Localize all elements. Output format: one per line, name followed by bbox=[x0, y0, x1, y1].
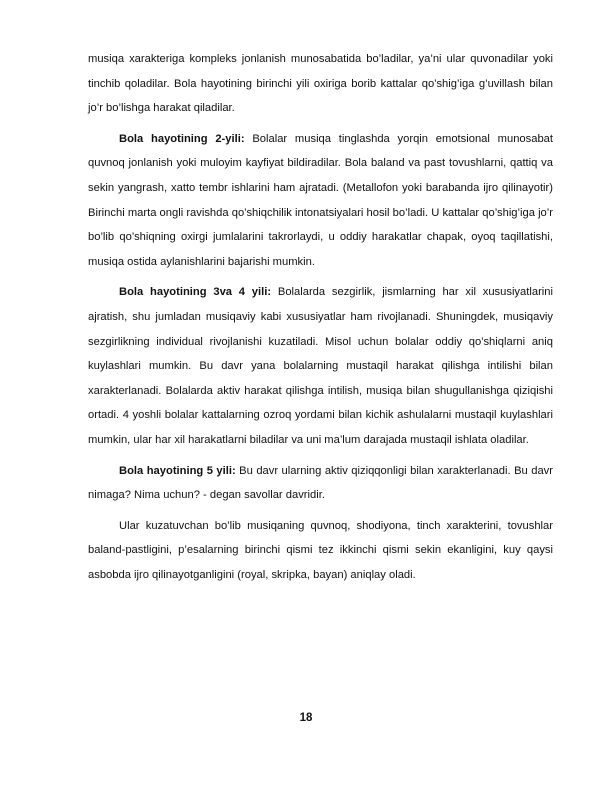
paragraph-text: musiqa xarakteriga kompleks jonlanish munosabatida bo’ladilar, ya’ni ular quvonadilar yoki tinchib qoladilar. Bola hayotining birinchi yili oxiriga borib kattalar qo’shig’iga g’uvillash bilan jo’r bo’lishga harakat qiladilar. bbox=[88, 53, 553, 115]
paragraph-heading: Bola hayotining 2-yili: bbox=[119, 132, 245, 145]
paragraph-observation bbox=[88, 514, 553, 588]
paragraph-text: Bolalarda sezgirlik, jismlarning har xil xususiyatlarini ajratish, shu jumladan musiqaviy kabi xususiyatlar ham rivojlanadi. Shuningdek, musiqaviy sezgirlikning individual rivojlanishi kuzatiladi. Misol uchun bolalar oddiy qo’shiqlarni aniq kuylashlari mumkin. Bu davr yana bolalarning mustaqil harakat qilishga intilishi bilan xarakterlanadi. Bolalarda aktiv harakat qilishga intilish, musiqa bilan shugullanishga qiziqishi ortadi. 4 yoshli bolalar kattalarning ozroq yordami bilan kichik ashulalarni mustaqil kuylashlari mumkin, ular har xil harakatlarni biladilar va uni ma’lum darajada mustaqil ishlata oladilar. bbox=[88, 286, 553, 446]
document-body bbox=[88, 47, 553, 593]
paragraph-text: Bu davr ularning aktiv qiziqqonligi bilan xarakterlanadi. Bu davr nimaga? Nima uchun? - degan savollar davridir. bbox=[88, 464, 553, 502]
paragraph-heading: Bola hayotining 5 yili: bbox=[119, 464, 236, 477]
page-number: 18 bbox=[299, 712, 313, 724]
paragraph-intro bbox=[88, 47, 553, 121]
paragraph-text: Ular kuzatuvchan bo’lib musiqaning quvnoq, shodiyona, tinch xarakterini, tovushlar baland-pastligini, p’esalarning birinchi qismi tez ikkinchi qismi sekin ekanligini, kuy qaysi asbobda ijro qilinayotganligini (royal, skripka, bayan) aniqlay oladi. bbox=[88, 519, 553, 581]
paragraph-heading: Bola hayotining 3va 4 yili: bbox=[119, 286, 272, 299]
paragraph-text: Bolalar musiqa tinglashda yorqin emotsional munosabat quvnoq jonlanish yoki muloyim kayfiyat bildiradilar. Bola baland va past tovushlarni, qattiq va sekin yangrash, xatto tembr ishlarini ham ajratadi. (Metallofon yoki barabanda ijro qilinayotir) Birinchi marta ongli ravishda qo’shiqchilik intonatsiyalari hosil bo’ladi. U kattalar qo’shig’iga jo’r bo’lib qo’shiqning oxirgi jumlalarini takrorlaydi, u oddiy harakatlar chapak, oyoq taqillatishi, musiqa ostida aylanishlarini bajarishi mumkin. bbox=[88, 132, 554, 268]
paragraph-year-2 bbox=[88, 127, 553, 275]
paragraph-year-5 bbox=[88, 459, 553, 508]
paragraph-year-3-4 bbox=[88, 280, 553, 452]
